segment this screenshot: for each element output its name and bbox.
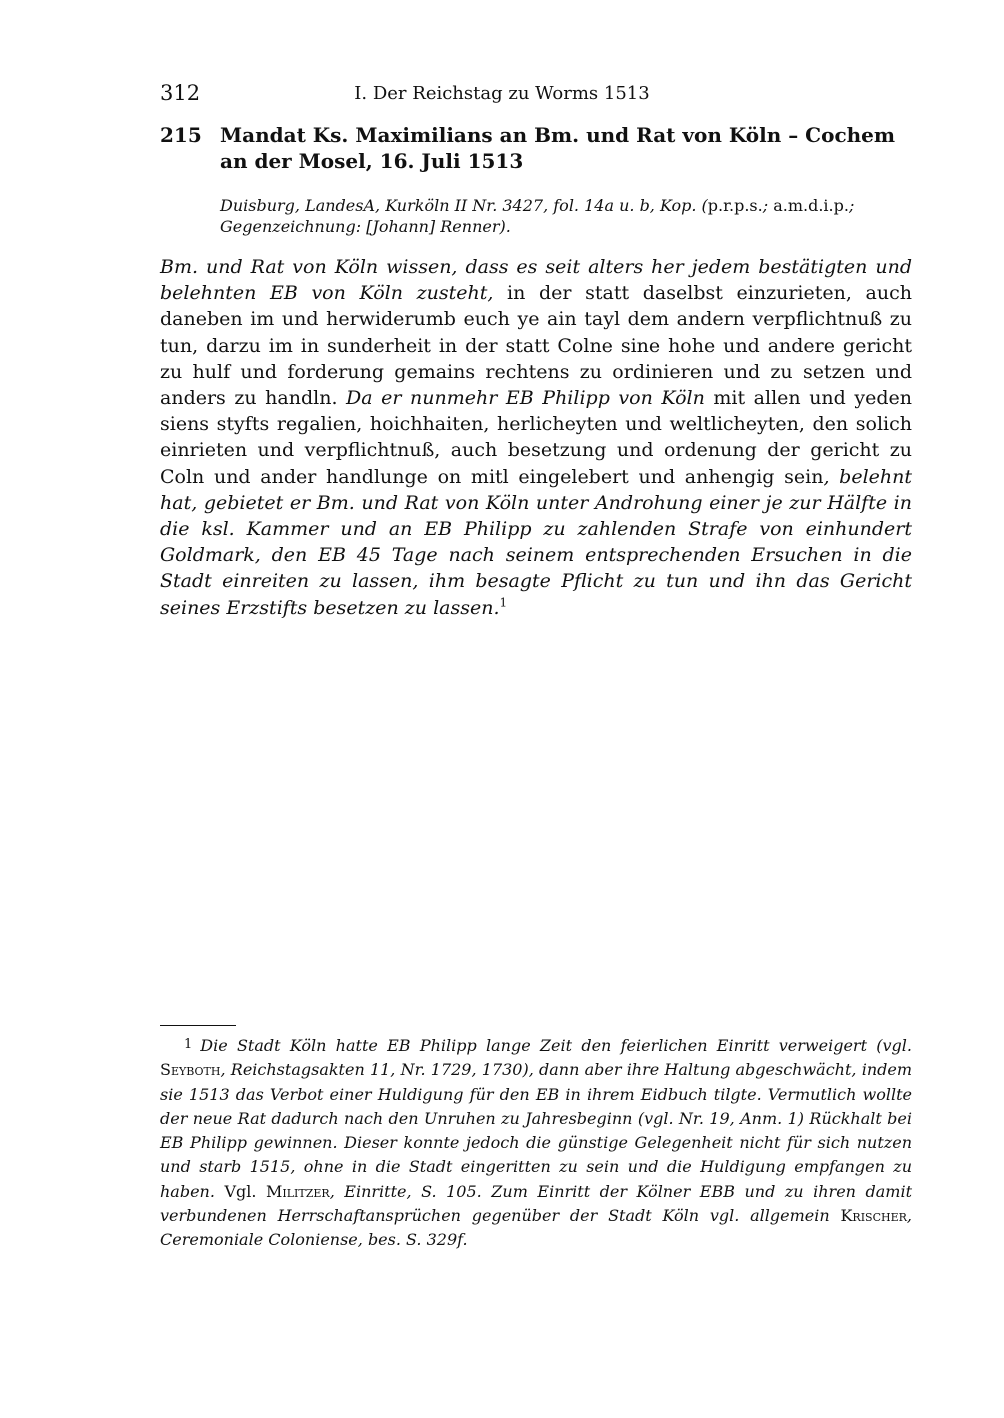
footnote-text-2: , Reichstagsakten 11, Nr. 1729, 1730), dann aber ihre Haltung abgeschwächt, indem sie 1513 das Verbot einer Huldigung für den EB in ihrem Eidbuch tilgte. Vermutlich wollte der neue Rat dadurch nach den Unruhen zu Jahresbeginn (vgl. Nr. 19, Anm. 1) Rückhalt bei EB Philipp gewinnen. Dieser konnte jedoch die günstige Gelegenheit nicht für sich nutzen und starb 1515, ohne in die Stadt eingeritten zu sein und die Huldigung empfangen zu haben. [160, 1060, 912, 1201]
body-italic-1: Bm. und Rat von Köln wissen, dass es seit alters her jedem bestätigten und belehnten EB von Köln zusteht, [160, 256, 912, 305]
body-quote-2: mit allen und yeden siens styfts regalien, hoichhaiten, herlicheyten und weltlicheyten, den solich einrieten und verpflichtnuß, auch besetzung und ordenung der gericht zu Coln und ander handlunge on mitl eingelebert und anhengig sein [160, 387, 913, 488]
footnote-author-militzer: Militzer [266, 1181, 330, 1201]
body-italic-3: , belehnt hat, gebietet er Bm. und Rat von Köln unter Androhung einer je zur Hälfte in die ksl. Kammer und an EB Philipp zu zahlenden Strafe von einhundert Goldmark, den EB 45 Tage nach seinem entsprechenden Ersuchen in die Stadt einreiten zu lassen, ihm besagte Pflicht zu tun und ihn das Gericht seines Erzstifts besetzen zu lassen. [160, 465, 912, 619]
source-text-3: ; [762, 196, 774, 215]
footnote-text-4: , Ceremoniale Coloniense, bes. S. 329f. [160, 1206, 912, 1250]
footnote-separator [160, 1025, 236, 1026]
body-italic-2: Da er nunmehr EB Philipp von Köln [346, 387, 705, 410]
body-quote-1: in der statt daselbst einzurieten, auch daneben im und herwiderumb euch ye ain tayl dem andern verpflichtnuß zu tun, darzu im in sunderheit in der statt Colne sine hohe und andere gericht zu hulf und forderung gemains rechtens zu ordinieren und zu setzen und anders zu handln. [160, 282, 912, 410]
document-body [160, 254, 912, 621]
source-text-4: a.m.d.i.p. [773, 196, 849, 215]
footnote-author-krischer: Krischer [840, 1206, 907, 1226]
source-text-1: Duisburg, LandesA, Kurköln II Nr. 3427, fol. 14a u. b, Kop. ( [220, 196, 708, 215]
source-text-5: ; Gegenzeichnung: [Johann] Renner). [220, 196, 855, 236]
source-reference [220, 195, 912, 237]
running-head: I. Der Reichstag zu Worms 1513 [354, 83, 650, 104]
document-number: 215 [160, 123, 202, 147]
source-text-2: p.r.p.s. [707, 196, 763, 215]
footnote-reference[interactable]: 1 [499, 595, 508, 610]
footnote-author-seyboth: Seyboth [160, 1060, 221, 1080]
document-title: Mandat Ks. Maximilians an Bm. und Rat von Köln – Cochem an der Mosel, 16. Juli 1513 [220, 123, 896, 173]
page-number: 312 [160, 81, 201, 105]
footnote-mark: 1 [184, 1037, 193, 1052]
footnote-text-3: , Einritte, S. 105. Zum Einritt der Kölner EBB und zu ihren damit verbundenen Herrschaftansprüchen gegenüber der Stadt Köln vgl. allgemein [160, 1181, 913, 1226]
footnote [160, 1033, 912, 1253]
footnote-vgl: Vgl. [224, 1181, 267, 1201]
footnote-text-1: Die Stadt Köln hatte EB Philipp lange Zeit den feierlichen Einritt verweigert (vgl. [200, 1036, 912, 1055]
